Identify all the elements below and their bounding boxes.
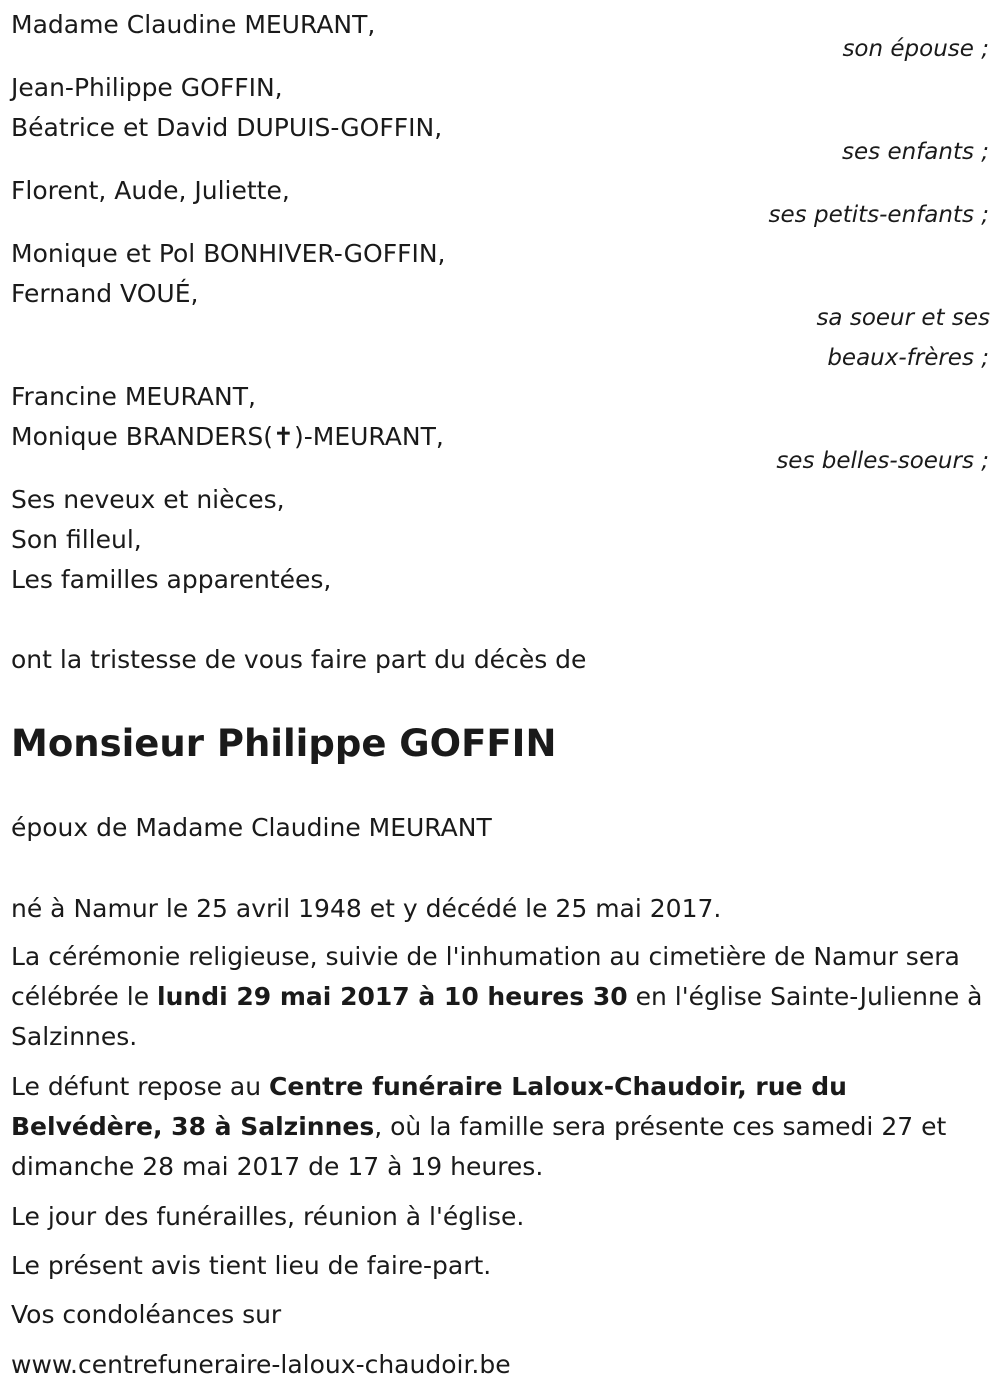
grandchildren-relation: ses petits-enfants ; <box>768 202 989 228</box>
website-link[interactable]: www.centrefuneraire-laloux-chaudoir.be <box>11 1350 511 1379</box>
spouse-of-text: époux de Madame Claudine MEURANT <box>11 813 492 842</box>
spouse-relation: son épouse ; <box>842 36 989 62</box>
visiting-hours: , où la famille sera présente ces samedi 27 et dimanche 28 mai 2017 de 17 à 19 heures. <box>11 1112 947 1181</box>
sister-in-law-name: Monique BRANDERS(✝)-MEURANT, <box>11 422 444 451</box>
announcement-text: ont la tristesse de vous faire part du décès de <box>11 645 587 674</box>
sisters-in-law-relation: ses belles-soeurs ; <box>776 448 989 474</box>
child-name: Béatrice et David DUPUIS-GOFFIN, <box>11 113 443 142</box>
siblings-relation-line2: beaux-frères ; <box>827 345 989 371</box>
siblings-relation-line1: sa soeur et ses <box>816 305 990 331</box>
grandchildren-names: Florent, Aude, Juliette, <box>11 176 290 205</box>
ceremony-date: lundi 29 mai 2017 à 10 heures 30 <box>157 982 628 1011</box>
ceremony-location: en l'église Sainte-Julienne à Salzinnes. <box>11 982 983 1051</box>
children-relation: ses enfants ; <box>842 139 989 165</box>
condolences-text: Vos condoléances sur <box>11 1300 282 1329</box>
other-relatives: Les familles apparentées, <box>11 565 332 594</box>
sibling-name: Fernand VOUÉ, <box>11 279 199 308</box>
ceremony-paragraph <box>11 937 986 1057</box>
sibling-name: Monique et Pol BONHIVER-GOFFIN, <box>11 239 446 268</box>
deceased-name: Monsieur Philippe GOFFIN <box>11 722 557 765</box>
other-relatives: Son filleul, <box>11 525 142 554</box>
other-relatives: Ses neveux et nièces, <box>11 485 285 514</box>
sister-in-law-name: Francine MEURANT, <box>11 382 256 411</box>
repose-paragraph <box>11 1067 986 1187</box>
repose-text: Le défunt repose au <box>11 1072 270 1101</box>
child-name: Jean-Philippe GOFFIN, <box>11 73 283 102</box>
birth-death-text: né à Namur le 25 avril 1948 et y décédé le 25 mai 2017. <box>11 894 722 923</box>
funeral-center: Centre funéraire Laloux-Chaudoir, rue du Belvédère, 38 à Salzinnes <box>11 1072 847 1141</box>
notice-text: Le présent avis tient lieu de faire-part. <box>11 1251 492 1280</box>
ceremony-text: La cérémonie religieuse, suivie de l'inhumation au cimetière de Namur sera célébrée le <box>11 942 960 1011</box>
spouse-name: Madame Claudine MEURANT, <box>11 10 376 39</box>
funeral-day-text: Le jour des funérailles, réunion à l'église. <box>11 1202 525 1231</box>
